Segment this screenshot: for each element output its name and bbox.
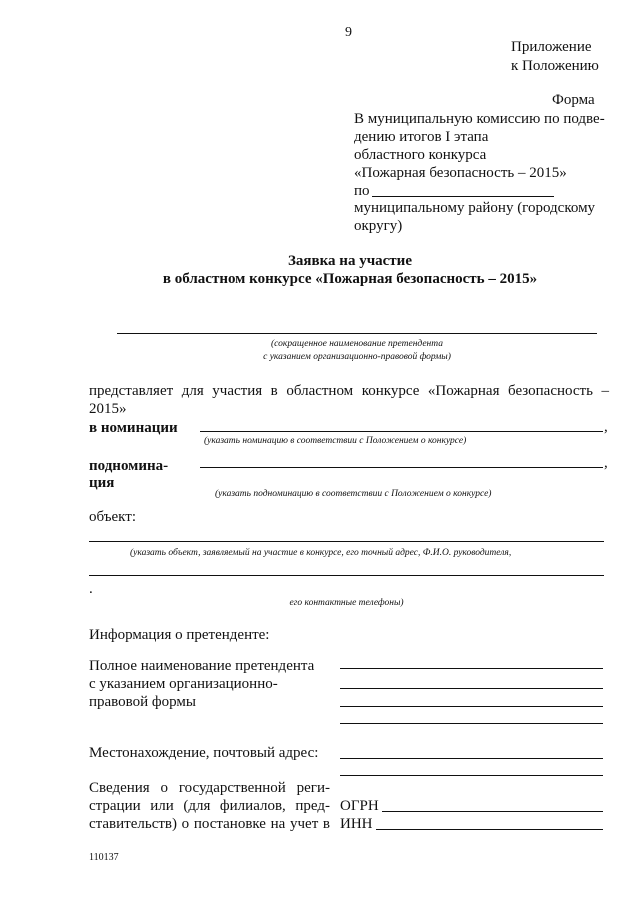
applicant-caption-1: (сокращенное наименование претендента — [270, 339, 443, 349]
nomination-comma: , — [604, 419, 608, 435]
object-line-2 — [89, 575, 604, 576]
title-line-2: в областном конкурсе «Пожарная безопасность – 2015» — [162, 271, 538, 287]
addressee-line-2: дению итогов I этапа — [354, 129, 489, 145]
full-name-line-2 — [340, 688, 603, 689]
location-label: Местонахождение, почтовый адрес: — [89, 745, 319, 761]
addressee-line-4: «Пожарная безопасность – 2015» — [354, 165, 567, 181]
appendix-line-1: Приложение — [511, 39, 592, 55]
info-heading: Информация о претенденте: — [89, 627, 270, 643]
addressee-line-7: округу) — [354, 218, 403, 234]
nomination-line — [200, 431, 603, 432]
inn-label: ИНН — [340, 816, 373, 832]
footer-code: 110137 — [89, 852, 119, 863]
subnomination-comma: , — [604, 455, 608, 471]
location-line-2 — [340, 775, 603, 776]
ogrn-label: ОГРН — [340, 798, 379, 814]
registration-label-1: Сведения о государственной реги- — [89, 780, 330, 796]
registration-label-2: страции или (для филиалов, пред- — [89, 798, 330, 814]
subnomination-line — [200, 467, 603, 468]
nomination-label: в номинации — [89, 420, 178, 436]
object-line-1 — [89, 541, 604, 542]
subnomination-caption: (указать подноминацию в соответствии с Положением о конкурсе) — [215, 489, 492, 499]
full-name-line-1 — [340, 668, 603, 669]
full-name-label-3: правовой формы — [89, 694, 196, 710]
subnomination-label-2: ция — [89, 475, 115, 491]
location-line-1 — [340, 758, 603, 759]
object-caption-1: (указать объект, заявляемый на участие в конкурсе, его точный адрес, Ф.И.О. руководителя, — [130, 548, 512, 558]
appendix-line-2: к Положению — [511, 58, 599, 74]
full-name-line-3 — [340, 706, 603, 707]
subnomination-label-1: подномина- — [89, 458, 169, 474]
full-name-line-4 — [340, 723, 603, 724]
nomination-caption: (указать номинацию в соответствии с Положением о конкурсе) — [204, 436, 467, 446]
addressee-line-3: областного конкурса — [354, 147, 487, 163]
title-line-1: Заявка на участие — [288, 253, 412, 269]
applicant-name-line — [117, 333, 597, 334]
object-dot: . — [89, 581, 93, 597]
form-label: Форма — [552, 92, 595, 108]
registration-label-3: ставительств) о постановке на учет в — [89, 816, 330, 832]
ogrn-line — [382, 811, 603, 812]
full-name-label-2: с указанием организационно- — [89, 676, 278, 692]
represents-line-1: представляет для участия в областном конкурсе «Пожарная безопасность – — [89, 383, 609, 399]
addressee-line-5-prefix: по — [354, 183, 370, 199]
object-label: объект: — [89, 509, 136, 525]
inn-line — [376, 829, 603, 830]
object-caption-2: его контактные телефоны) — [289, 598, 404, 608]
represents-line-2: 2015» — [89, 401, 127, 417]
district-blank-line — [372, 196, 554, 197]
addressee-line-1: В муниципальную комиссию по подве- — [354, 111, 605, 127]
page-number: 9 — [345, 25, 352, 40]
applicant-caption-2: с указанием организационно-правовой формы) — [263, 352, 451, 362]
full-name-label-1: Полное наименование претендента — [89, 658, 315, 674]
addressee-line-6: муниципальному району (городскому — [354, 200, 596, 216]
